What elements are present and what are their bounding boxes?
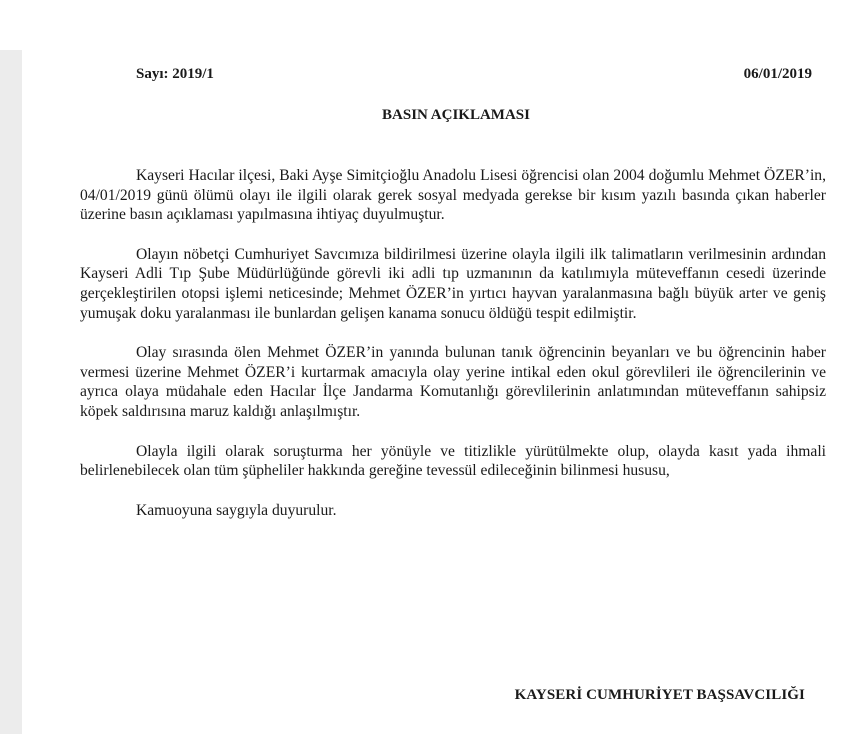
left-margin-strip — [0, 50, 22, 734]
paragraph-1: Kayseri Hacılar ilçesi, Baki Ayşe Simitçioğlu Anadolu Lisesi öğrencisi olan 2004 doğumlu Mehmet ÖZER’in, 04/01/2019 günü ölümü olayı ile ilgili olarak gerek sosyal medyada gerekse bir kısım yazılı basında çıkan haberler üzerine basın açıklaması yapılmasına ihtiyaç duyulmuştur. — [80, 167, 826, 224]
paragraph-3: Olay sırasında ölen Mehmet ÖZER’in yanında bulunan tanık öğrencinin beyanları ve bu öğrencinin haber vermesi üzerine Mehmet ÖZER’i kurtarmak amacıyla olay yerine intikal eden okul görevlileri ile öğrencilerinin ve ayrıca olaya müdahale eden Hacılar İlçe Jandarma Komutanlığı görevlilerinin anlatımından müteveffanın sahipsiz köpek saldırısına maruz kaldığı anlaşılmıştır. — [80, 344, 826, 420]
document-title: BASIN AÇIKLAMASI — [382, 107, 530, 123]
paragraph-2: Olayın nöbetçi Cumhuriyet Savcımıza bildirilmesi üzerine olayla ilgili ilk talimatların verilmesinin ardından Kayseri Adli Tıp Şube Müdürlüğünde görevli iki adli tıp uzmanının da katılımıyla müteveffanın cesedi üzerinde gerçekleştirilen otopsi işlemi neticesinde; Mehmet ÖZER’in yırtıcı hayvan yaralanmasına bağlı büyük arter ve geniş yumuşak doku yaralanması ile bunlardan gelişen kanama sonucu öldüğü tespit edilmiştir. — [80, 245, 826, 322]
closing-line: Kamuoyuna saygıyla duyurulur. — [136, 501, 337, 519]
document-date: 06/01/2019 — [743, 66, 812, 82]
document-page — [22, 50, 850, 734]
paragraph-4: Olayla ilgili olarak soruşturma her yönüyle ve titizlikle yürütülmekte olup, olayda kasıt yada ihmali belirlenebilecek olan tüm şüpheliler hakkında gereğine tevessül edileceğinin bilinmesi hususu, — [80, 442, 826, 480]
signature-authority: KAYSERİ CUMHURİYET BAŞSAVCILIĞI — [514, 687, 805, 703]
document-body — [80, 166, 826, 520]
document-number: Sayı: 2019/1 — [136, 66, 214, 82]
